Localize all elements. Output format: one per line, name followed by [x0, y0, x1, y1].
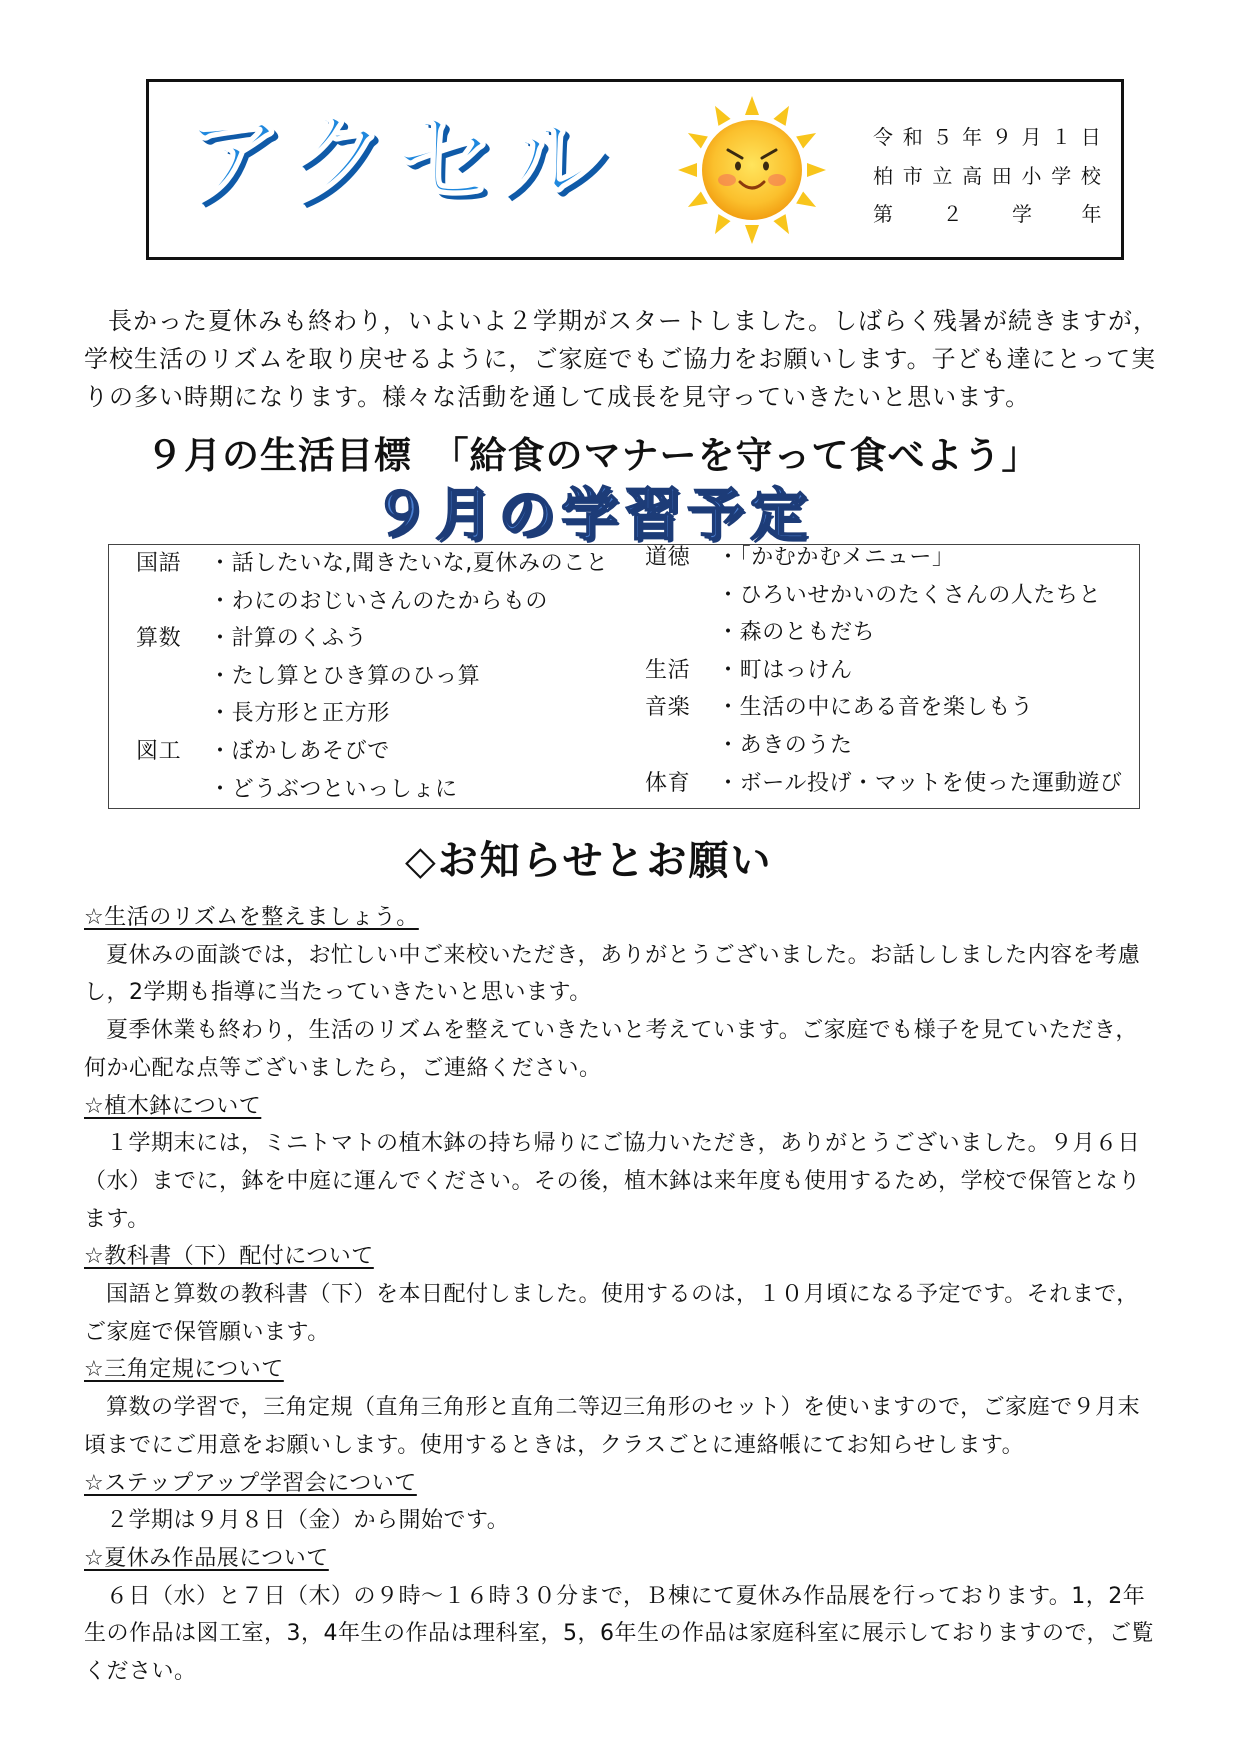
subject-group — [645, 652, 1122, 690]
sun-illustration — [672, 90, 832, 250]
notice-heading: ☆夏休み作品展について — [84, 1545, 329, 1571]
subject-label: 算数 — [136, 626, 182, 652]
notice-paragraph — [84, 1502, 1194, 1540]
subject-label: 体育 — [645, 770, 691, 796]
subject-items — [717, 652, 853, 690]
notice-section — [84, 1540, 1194, 1691]
notice-heading: ☆生活のリズムを整えましょう。 — [84, 905, 419, 930]
schedule-right-column — [645, 539, 1122, 802]
notice-section — [84, 899, 1194, 1088]
notice-heading: ☆ステップアップ学習会について — [84, 1470, 417, 1496]
schedule-table — [108, 544, 1140, 809]
schedule-item: ・生活の中にある音を楽しもう — [717, 695, 1034, 721]
notice-line: ます。 — [84, 1206, 150, 1232]
schedule-item: ・計算のくふう — [209, 626, 368, 652]
schedule-item: ・たし算とひき算のひっ算 — [209, 663, 481, 689]
sun-icon — [672, 90, 832, 250]
notice-heading: ☆教科書（下）配付について — [84, 1244, 374, 1270]
intro-line: 学校生活のリズムを取り戻せるように，ご家庭でもご協力をお願いします。子ども達にとって実 — [84, 345, 1157, 373]
subject-items — [717, 765, 1122, 803]
schedule-item: ・長方形と正方形 — [209, 701, 390, 727]
notice-paragraph — [84, 937, 1194, 1012]
notice-paragraph — [84, 1578, 1194, 1691]
notice-line: ご家庭で保管願います。 — [84, 1319, 330, 1345]
subject-group — [136, 545, 608, 620]
notice-line: 何か心配な点等ございましたら，ご連絡ください。 — [84, 1055, 602, 1081]
intro-line: りの多い時期になります。様々な活動を通して成長を見守っていきたいと思います。 — [84, 383, 1031, 411]
notice-paragraph — [84, 1389, 1194, 1464]
notice-section — [84, 1238, 1194, 1351]
schedule-item: ・ぼかしあそびで — [209, 738, 390, 764]
notice-paragraph — [84, 1125, 1194, 1238]
notices-body — [84, 899, 1194, 1691]
subject-items — [209, 620, 480, 733]
subject-items — [209, 733, 458, 808]
subject-label: 音楽 — [645, 695, 691, 721]
schedule-item: ・ボール投げ・マットを使った運動遊び — [717, 770, 1123, 796]
schedule-item: ・「かむかむメニュー」 — [717, 545, 955, 570]
notice-line: ２学期は９月８日（金）から開始です。 — [106, 1508, 510, 1534]
subject-group — [645, 689, 1122, 764]
schedule-item: ・森のともだち — [717, 620, 876, 646]
notice-line: ください。 — [84, 1659, 197, 1685]
intro-line: 長かった夏休みも終わり，いよいよ２学期がスタートしました。しばらく残暑が続きますが， — [108, 307, 1158, 335]
grade-label: 第２学年 — [873, 202, 1151, 226]
notice-line: １学期末には，ミニトマトの植木鉢の持ち帰りにご協力いただき，ありがとうございました。９月６日 — [106, 1131, 1141, 1157]
subject-group — [645, 765, 1122, 803]
notice-line: 夏季休業も終わり，生活のリズムを整えていきたいと考えています。ご家庭でも様子を見ていただき， — [106, 1018, 1138, 1044]
schedule-item: ・わにのおじいさんのたからもの — [209, 588, 549, 614]
notice-line: 夏休みの面談では，お忙しい中ご来校いただき，ありがとうございました。お話ししました内容を考慮 — [106, 942, 1141, 968]
schedule-item: ・ひろいせかいのたくさんの人たちと — [717, 582, 1102, 608]
notice-line: 生の作品は図工室，3，4年生の作品は理科室，5，6年生の作品は家庭科室に展示しておりますので，ご覧 — [84, 1621, 1155, 1647]
intro-paragraph — [84, 302, 1184, 416]
notice-line: 算数の学習で，三角定規（直角三角形と直角二等辺三角形のセット）を使いますので，ご家庭で９月末 — [106, 1395, 1141, 1421]
subject-items — [209, 545, 608, 620]
notice-line: し，2学期も指導に当たっていきたいと思います。 — [84, 980, 592, 1006]
schedule-item: ・話したいな,聞きたいな,夏休みのこと — [209, 551, 609, 576]
monthly-goal: ９月の生活目標 「給食のマナーを守って食べよう」 — [146, 434, 1040, 477]
newsletter-title-logo: アクセル — [180, 99, 609, 221]
subject-items — [717, 689, 1033, 764]
subject-group — [136, 620, 608, 733]
issue-info — [873, 118, 1151, 234]
schedule-left-column — [136, 545, 608, 808]
notice-line: （水）までに，鉢を中庭に運んでください。その後，植木鉢は来年度も使用するため，学校で保管となり — [84, 1168, 1141, 1194]
subject-label: 図工 — [136, 738, 182, 764]
subject-group — [645, 539, 1122, 652]
subject-items — [717, 539, 1101, 652]
notice-section — [84, 1351, 1194, 1464]
subject-label: 生活 — [645, 657, 691, 683]
schedule-title: ９月の学習予定 — [372, 482, 813, 548]
schedule-item: ・あきのうた — [717, 732, 853, 758]
schedule-item: ・どうぶつといっしょに — [209, 776, 458, 802]
notice-section — [84, 1088, 1194, 1239]
notice-line: 国語と算数の教科書（下）を本日配付しました。使用するのは，１０月頃になる予定です。それまで， — [106, 1282, 1139, 1308]
subject-label: 国語 — [136, 551, 182, 576]
notice-paragraph — [84, 1276, 1194, 1351]
notices-title: ◇お知らせとお願い — [405, 838, 773, 884]
issue-date: 令和５年９月１日 — [873, 125, 1111, 149]
notice-paragraph — [84, 1012, 1194, 1087]
subject-group — [136, 733, 608, 808]
notice-heading: ☆三角定規について — [84, 1357, 284, 1383]
school-name: 柏市立高田小学校 — [873, 163, 1111, 188]
notice-line: ６日（水）と７日（木）の９時～１６時３０分まで，Ｂ棟にて夏休み作品展を行っております。1，2年 — [106, 1583, 1146, 1609]
notice-section — [84, 1465, 1194, 1540]
schedule-item: ・町はっけん — [717, 657, 853, 683]
notice-heading: ☆植木鉢について — [84, 1093, 262, 1119]
notice-line: 頃までにご用意をお願いします。使用するときは，クラスごとに連絡帳にてお知らせします。 — [84, 1432, 1025, 1458]
subject-label: 道徳 — [645, 545, 691, 570]
